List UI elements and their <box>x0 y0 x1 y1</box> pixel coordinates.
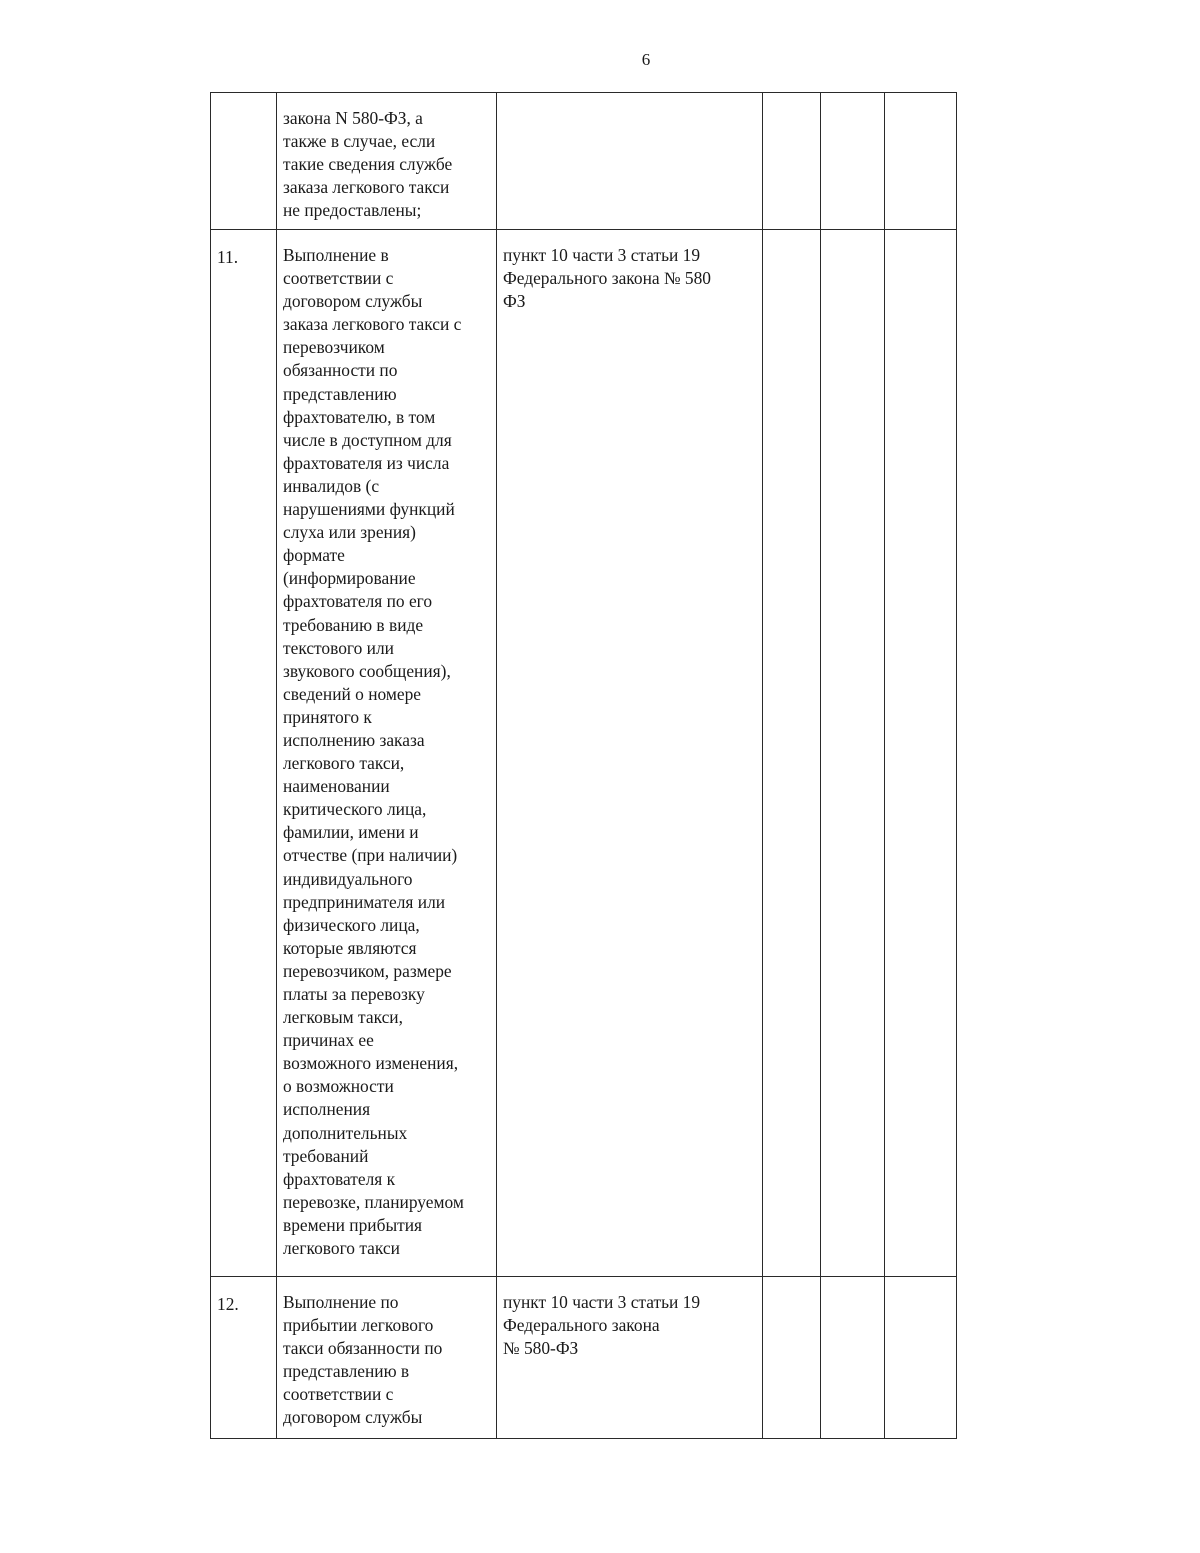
table-row <box>211 1277 957 1439</box>
row-number: 12. <box>211 1277 277 1439</box>
empty-cell <box>885 93 957 230</box>
row-number: 11. <box>211 230 277 1277</box>
row-number <box>211 93 277 230</box>
table-row <box>211 230 957 1277</box>
table-row <box>211 93 957 230</box>
page-number: 6 <box>641 50 651 69</box>
requirement-text: Выполнение по прибытии легкового такси обязанности по представлению в соответствии с договором службы <box>277 1277 497 1439</box>
empty-cell <box>821 230 885 1277</box>
legal-reference <box>497 93 763 230</box>
empty-cell <box>821 93 885 230</box>
legal-reference: пункт 10 части 3 статьи 19 Федерального закона № 580 ФЗ <box>497 230 763 1277</box>
empty-cell <box>821 1277 885 1439</box>
empty-cell <box>763 93 821 230</box>
legal-reference: пункт 10 части 3 статьи 19 Федерального закона № 580-ФЗ <box>497 1277 763 1439</box>
empty-cell <box>885 230 957 1277</box>
empty-cell <box>763 230 821 1277</box>
empty-cell <box>763 1277 821 1439</box>
checklist-table <box>210 92 957 1439</box>
empty-cell <box>885 1277 957 1439</box>
requirement-text: закона N 580-ФЗ, а также в случае, если такие сведения службе заказа легкового такси не предоставлены; <box>277 93 497 230</box>
requirement-text: Выполнение в соответствии с договором службы заказа легкового такси с перевозчиком обязанности по представлению фрахтователю, в том числе в доступном для фрахтователя из числа инвалидов (с нарушениями функций слуха или зрения) формате (информирование фрахтователя по его требованию в виде текстового или звукового сообщения), сведений о номере принятого к исполнению заказа легкового такси, наименовании критического лица, фамилии, имени и отчестве (при наличии) индивидуального предпринимателя или физического лица, которые являются перевозчиком, размере платы за перевозку легковым такси, причинах ее возможного изменения, о возможности исполнения дополнительных требований фрахтователя к перевозке, планируемом времени прибытия легкового такси <box>277 230 497 1277</box>
